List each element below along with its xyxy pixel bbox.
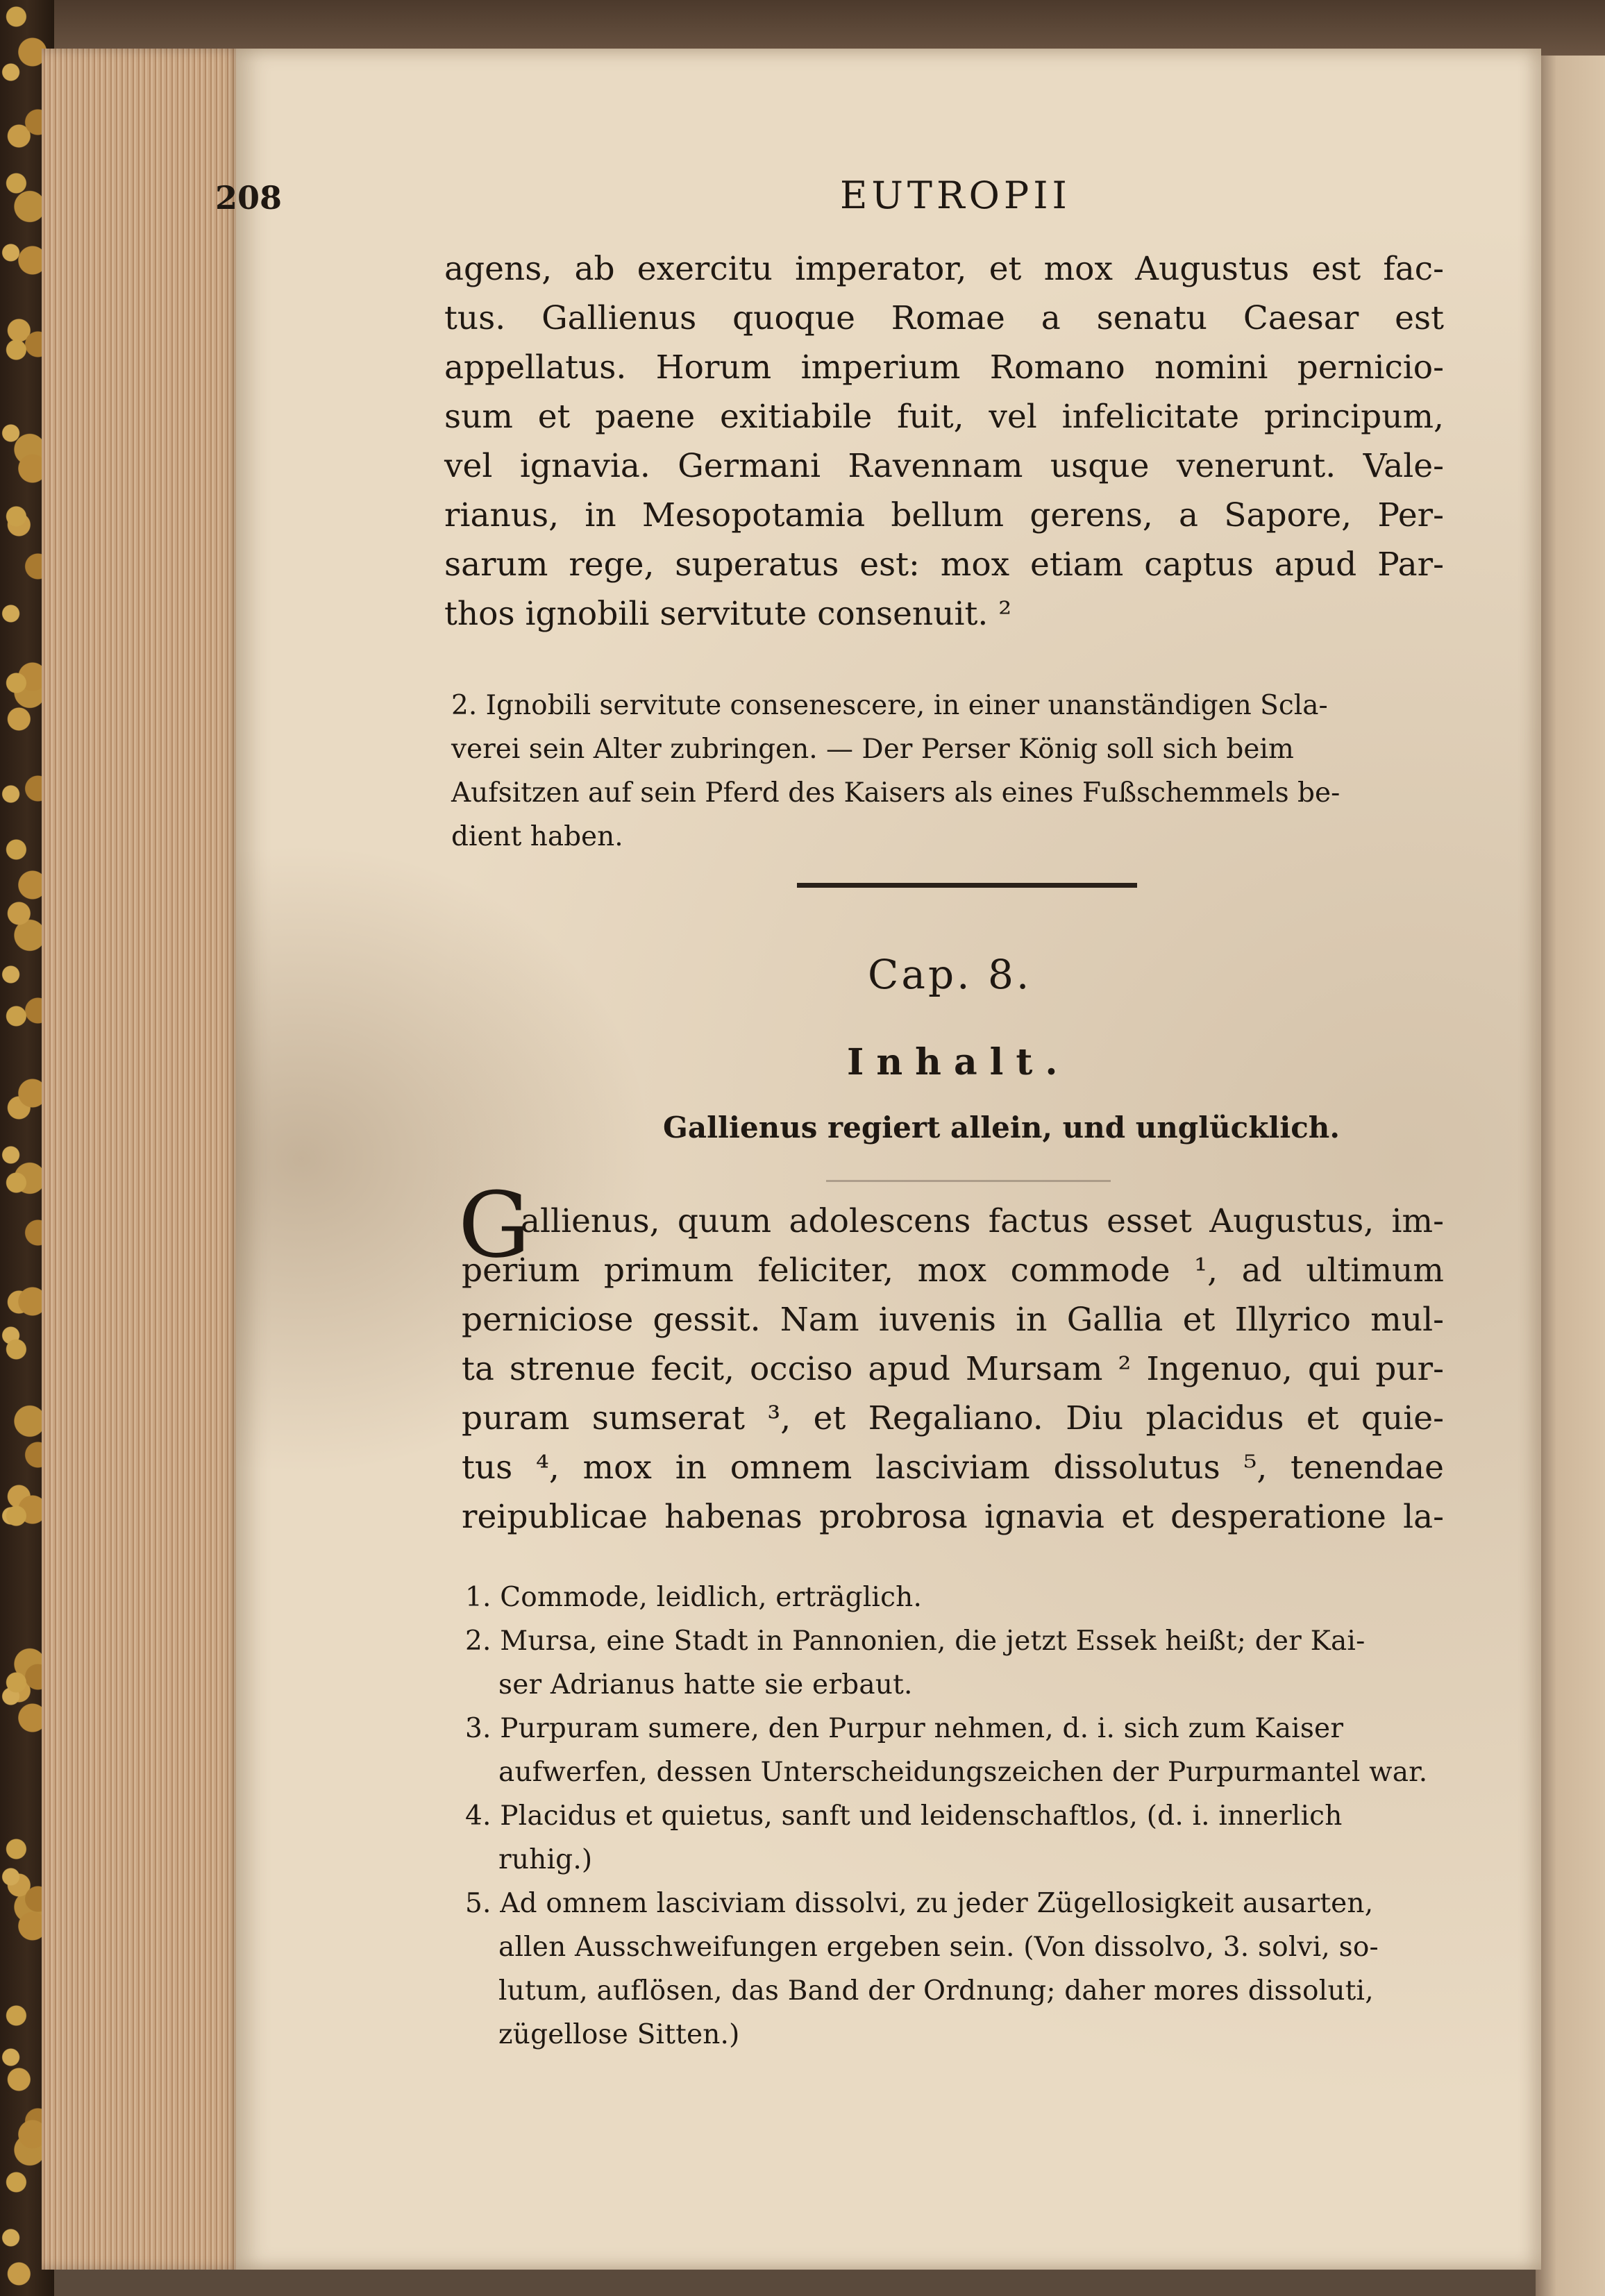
text-line: thos ignobili servitute consenuit. ² [444,595,1012,633]
text-line: appellatus. Horum imperium Romano nomini pernicio- [444,348,1444,387]
text-line: tus ⁴, mox in omnem lasciviam dissolutus ⁵, tenendae [462,1449,1444,1487]
footnotes-bottom [465,1576,1465,2057]
text-line: perium primum feliciter, mox commode ¹, ad ultimum [462,1251,1444,1290]
footnote-line: aufwerfen, dessen Unterscheidungszeichen der Purpurmantel war. [498,1757,1428,1788]
footnote-line: 4. Placidus et quietus, sanft und leidenschaftlos, (d. i. innerlich [465,1800,1343,1832]
text-line: agens, ab exercitu imperator, et mox Augustus est fac- [444,250,1444,288]
footnote-line: 1. Commode, leidlich, erträglich. [465,1582,923,1613]
footnote-line: verei sein Alter zubringen. — Der Perser König soll sich beim [451,734,1294,765]
main-paragraph-first [521,1197,1444,1246]
text-line: allienus, quum adolescens factus esset Augustus, im- [521,1202,1444,1240]
text-line: vel ignavia. Germani Ravennam usque venerunt. Vale- [444,447,1444,485]
drop-cap: G [458,1172,530,1278]
footnote-line: zügellose Sitten.) [498,2019,740,2050]
main-paragraph [462,1246,1444,1542]
footnote-line: 3. Purpuram sumere, den Purpur nehmen, d. i. sich zum Kaiser [465,1713,1344,1744]
footnote-line: ruhig.) [498,1844,593,1875]
text-line: reipublicae habenas probrosa ignavia et desperatione la- [462,1498,1444,1536]
footnote-line: ser Adrianus hatte sie erbaut. [498,1669,913,1700]
page-number: 208 [215,179,283,217]
footnotes-top [451,684,1451,859]
book-top-edge [0,0,1605,56]
footnote-line: allen Ausschweifungen ergeben sein. (Von dissolvo, 3. solvi, so- [498,1932,1379,1963]
text-line: ta strenue fecit, occiso apud Mursam ² Ingenuo, qui pur- [462,1350,1444,1388]
top-paragraph [444,244,1444,639]
text-line: perniciose gessit. Nam iuvenis in Gallia et Illyrico mul- [462,1301,1444,1339]
footnote-line: 2. Mursa, eine Stadt in Pannonien, die jetzt Essek heißt; der Kai- [465,1626,1365,1657]
footnote-line: lutum, auflösen, das Band der Ordnung; daher mores dissoluti, [498,1975,1374,2007]
chapter-heading: Cap. 8. [868,951,1032,998]
facing-page-edge [1536,56,1605,2296]
inhalt-label: Inhalt. [847,1041,1070,1083]
text-line: tus. Gallienus quoque Romae a senatu Caesar est [444,299,1444,337]
page-stack-edge [42,49,243,2270]
text-line: sum et paene exitiabile fuit, vel infelicitate principum, [444,398,1444,436]
section-rule [797,883,1137,888]
footnote-line: dient haben. [451,821,623,852]
summary-rule [826,1180,1111,1182]
text-line: sarum rege, superatus est: mox etiam captus apud Par- [444,546,1444,584]
footnote-line: 2. Ignobili servitute consenescere, in einer unanständigen Scla- [451,690,1328,721]
text-line: rianus, in Mesopotamia bellum gerens, a Sapore, Per- [444,496,1444,534]
running-title: EUTROPII [840,174,1071,217]
footnote-line: Aufsitzen auf sein Pferd des Kaisers als eines Fußschemmels be- [451,777,1341,809]
footnote-line: 5. Ad omnem lasciviam dissolvi, zu jeder Zügellosigkeit ausarten, [465,1888,1374,1919]
chapter-summary: Gallienus regiert allein, und unglücklich. [663,1111,1340,1145]
text-line: puram sumserat ³, et Regaliano. Diu placidus et quie- [462,1399,1444,1437]
